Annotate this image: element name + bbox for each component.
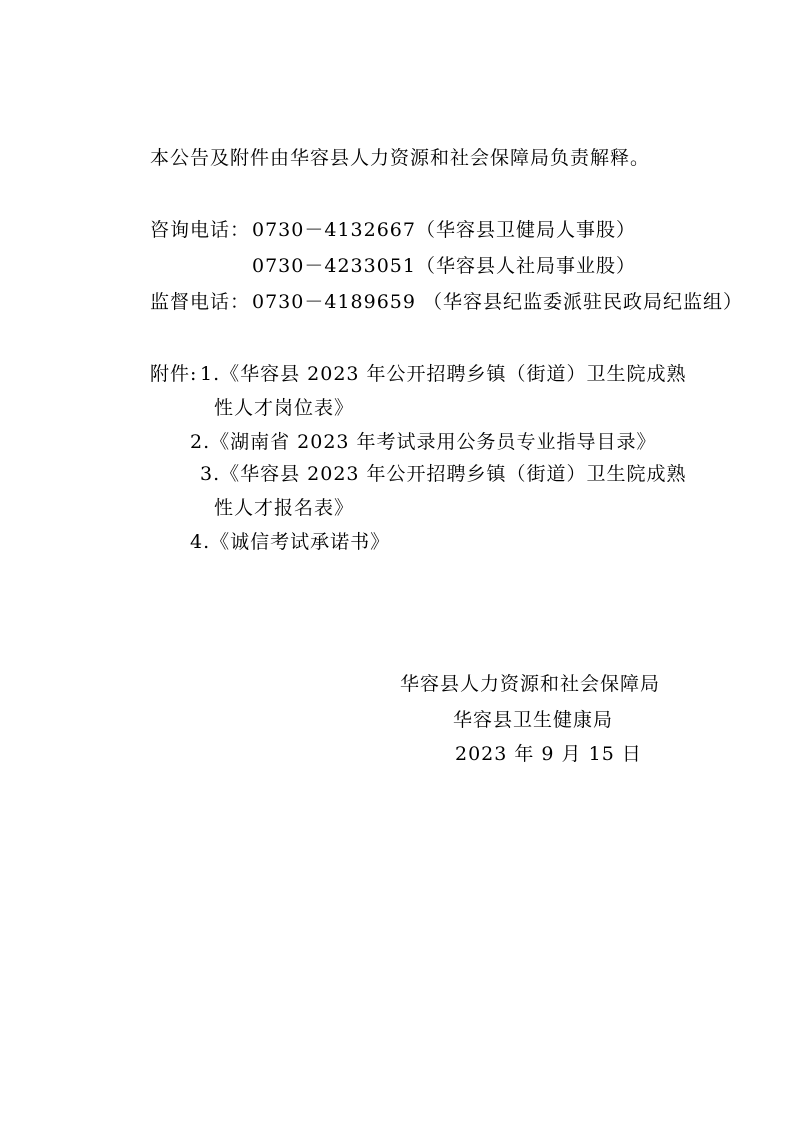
consult-phone-2: 0730－4233051（华容县人社局事业股） (252, 255, 636, 277)
attachment-item-2: 2.《湖南省 2023 年考试录用公务员专业指导目录》 (190, 431, 657, 453)
issuing-org-1: 华容县人力资源和社会保障局 (400, 673, 661, 695)
consult-phone-1: 0730－4132667（华容县卫健局人事股） (252, 219, 636, 241)
attachment-item-3-continued: 性人才报名表》 (214, 497, 355, 519)
attachment-item-3: 3.《华容县 2023 年公开招聘乡镇（街道）卫生院成熟 (200, 463, 687, 485)
attachment-item-1-continued: 性人才岗位表》 (214, 397, 355, 419)
supervise-phone-label: 监督电话： (150, 291, 251, 313)
attachments-label: 附件: (150, 363, 198, 385)
issue-date: 2023 年 9 月 15 日 (455, 743, 642, 765)
attachment-item-4: 4.《诚信考试承诺书》 (190, 531, 391, 553)
interpretation-statement: 本公告及附件由华容县人力资源和社会保障局负责解释。 (150, 147, 651, 169)
attachment-item-1: 1.《华容县 2023 年公开招聘乡镇（街道）卫生院成熟 (200, 363, 687, 385)
issuing-org-2: 华容县卫生健康局 (453, 709, 614, 731)
consult-phone-label: 咨询电话： (150, 219, 251, 241)
supervise-phone: 0730－4189659 （华容县纪监委派驻民政局纪监组） (252, 291, 744, 313)
